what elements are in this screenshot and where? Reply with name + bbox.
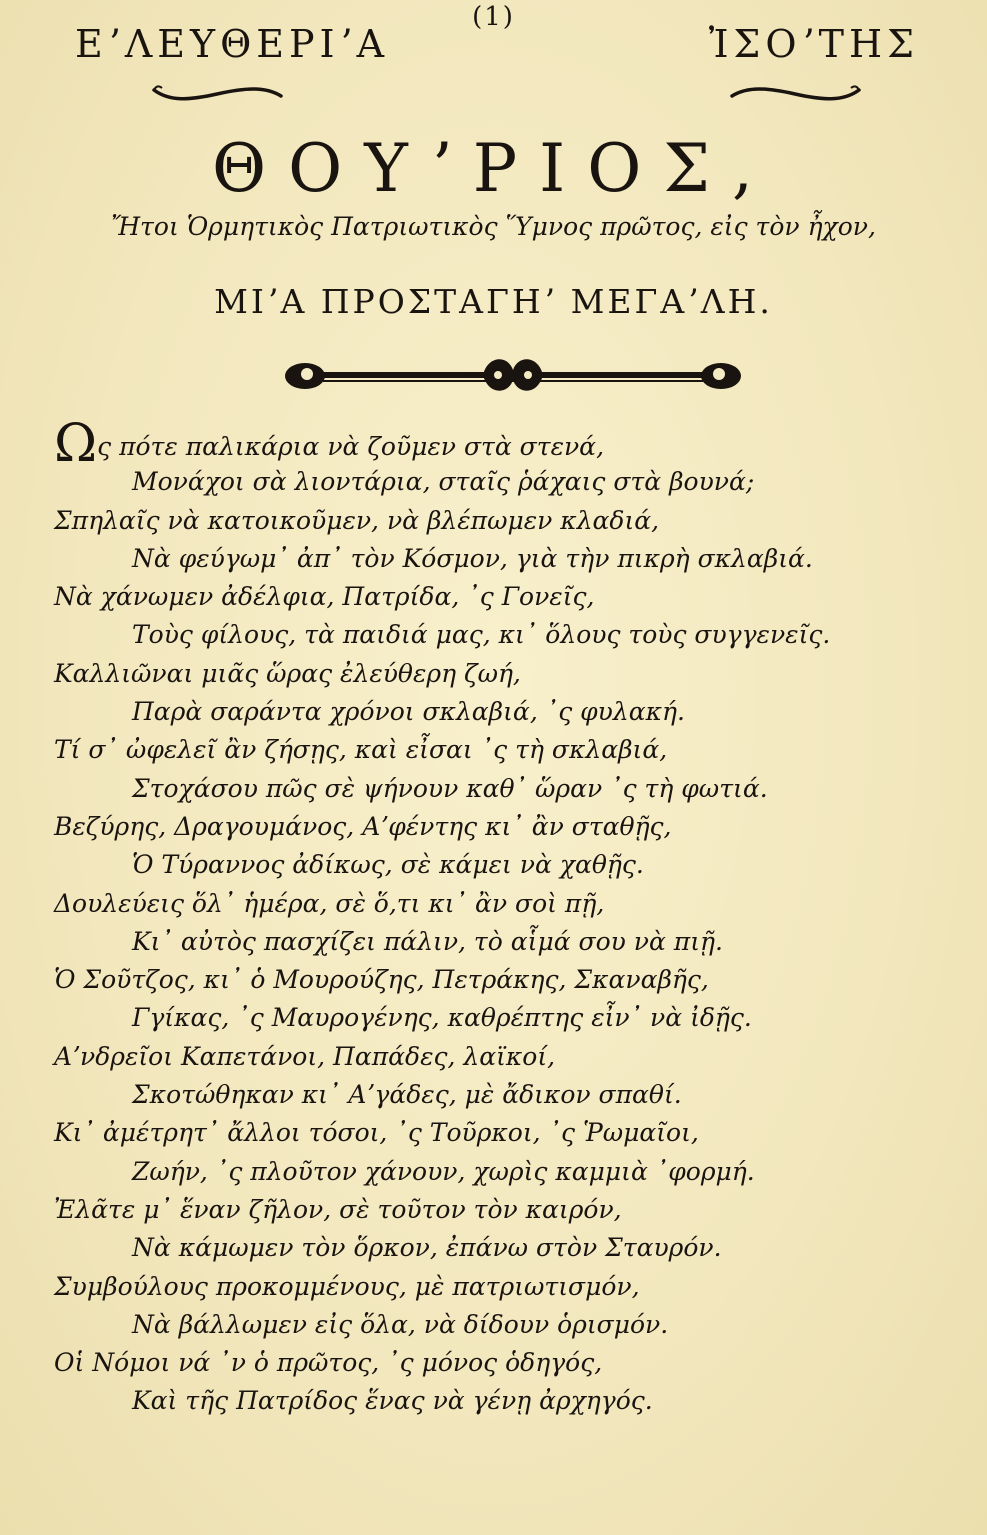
verse-line: Τοὺς φίλους, τὰ παιδιά μας, κι᾽ ὅλους τοὺς συγγενεῖς. (132, 620, 831, 650)
verse-line: Δουλεύεις ὅλ᾽ ἡμέρα, σὲ ὅ,τι κι᾽ ἂν σοὶ πῇ, (54, 888, 605, 918)
verse-line: Νὰ βάλλωμεν εἰς ὅλα, νὰ δίδουν ὁρισμόν. (132, 1309, 669, 1339)
bar-ornament (283, 350, 743, 400)
verse-line: Παρὰ σαράντα χρόνοι σκλαβιά, ᾽ς φυλακή. (132, 697, 685, 727)
verse-line: Καὶ τῆς Πατρίδος ἕνας νὰ γένῃ ἀρχηγός. (132, 1386, 653, 1416)
swash-ornament-left (150, 82, 285, 104)
page-number: (1) (472, 2, 515, 32)
tune-name: ΜΙʼΑ ΠΡΟΣΤΑΓΗʼ ΜΕΓΑʼΛΗ. (214, 282, 773, 321)
verse-line: Νὰ χάνωμεν ἀδέλφια, Πατρίδα, ᾽ς Γονεῖς, (54, 582, 595, 612)
verse-line: Οἱ Νόμοι νά ᾽ν ὁ πρῶτος, ᾽ς μόνος ὁδηγός, (54, 1348, 603, 1378)
motto-equality: ἸΣΟʼΤΗΣ (708, 22, 919, 66)
poem-body (54, 414, 934, 1421)
verse-line: Βεζύρης, Δραγουμάνος, Αʼφέντης κι᾽ ἂν σταθῇς, (54, 811, 672, 841)
verse-line: Νὰ κάμωμεν τὸν ὅρκον, ἐπάνω στὸν Σταυρόν. (132, 1233, 722, 1263)
verse-line: Γγίκας, ᾽ς Μαυρογένης, καθρέπτης εἶν᾽ νὰ ἰδῇς. (132, 1003, 752, 1033)
verse-line: Αʼνδρεῖοι Καπετάνοι, Παπάδες, λαϊκοί, (54, 1041, 556, 1071)
verse-line: Σκοτώθηκαν κι᾽ Αʼγάδες, μὲ ἄδικον σπαθί. (132, 1080, 682, 1110)
verse-line: Στοχάσου πῶς σὲ ψήνουν καθ᾽ ὥραν ᾽ς τὴ φωτιά. (132, 773, 768, 803)
verse-text: ς πότε παλικάρια νὰ ζοῦμεν στὰ στενά, (97, 432, 605, 461)
verse-line: Καλλιῶναι μιᾶς ὥρας ἐλεύθερη ζωή, (54, 658, 521, 688)
hymn-subtitle: Ἤτοι Ὁρμητικὸς Πατριωτικὸς Ὕμνος πρῶτος, εἰς τὸν ἦχον, (111, 212, 876, 241)
verse-line (54, 414, 934, 474)
verse-line: Κι᾽ αὐτὸς πασχίζει πάλιν, τὸ αἷμά σου νὰ πιῇ. (132, 926, 723, 956)
verse-line: Νὰ φεύγωμ᾽ ἀπ᾽ τὸν Κόσμον, γιὰ τὴν πικρὴ σκλαβιά. (132, 543, 813, 573)
verse-line: Ζωήν, ᾽ς πλοῦτον χάνουν, χωρὶς καμμιὰ ᾽φορμή. (132, 1156, 755, 1186)
motto-liberty: ΕʼΛΕΥΘΕΡΙʼΑ (75, 22, 390, 66)
verse-line: Ὁ Τύραννος ἀδίκως, σὲ κάμει νὰ χαθῇς. (132, 850, 644, 880)
initial-capital: Ω (54, 414, 98, 474)
verse-line: Συμβούλους προκομμένους, μὲ πατριωτισμόν, (54, 1271, 640, 1301)
hymn-title: ΘΟΥʼΡΙΟΣ, (212, 130, 775, 207)
verse-line: Μονάχοι σὰ λιοντάρια, σταῖς ῥάχαις στὰ βουνά; (132, 467, 755, 497)
verse-line: Σπηλαῖς νὰ κατοικοῦμεν, νὰ βλέπωμεν κλαδιά, (54, 505, 660, 535)
verse-line: Ὁ Σοῦτζος, κι᾽ ὁ Μουρούζης, Πετράκης, Σκαναβῆς, (54, 965, 709, 995)
verse-line: Κι᾽ ἀμέτρητ᾽ ἄλλοι τόσοι, ᾽ς Τοῦρκοι, ᾽ς Ῥωμαῖοι, (54, 1118, 699, 1148)
verse-line: Ἐλᾶτε μ᾽ ἕναν ζῆλον, σὲ τοῦτον τὸν καιρόν, (54, 1194, 622, 1224)
swash-ornament-right (728, 82, 863, 104)
verse-line: Τί σ᾽ ὠφελεῖ ἂν ζήσῃς, καὶ εἶσαι ᾽ς τὴ σκλαβιά, (54, 735, 668, 765)
